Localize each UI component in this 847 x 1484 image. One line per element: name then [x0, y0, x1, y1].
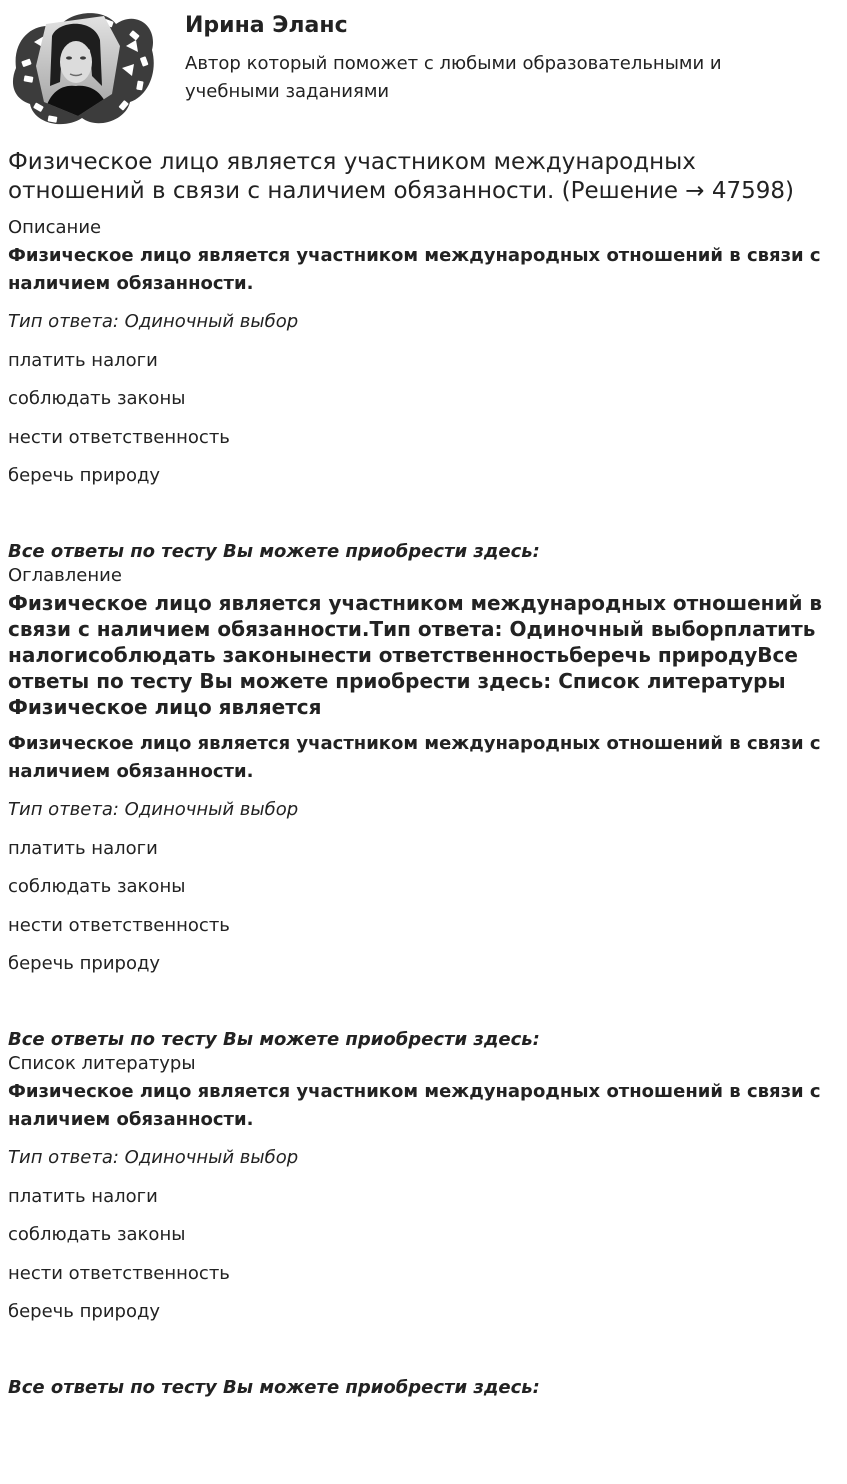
- section-label-toc: Оглавление: [8, 565, 122, 586]
- author-name[interactable]: Ирина Эланс: [185, 13, 348, 38]
- answer-option: соблюдать законы: [8, 388, 186, 409]
- answer-type: Тип ответа: Одиночный выбор: [8, 799, 299, 820]
- answer-options: [8, 837, 839, 977]
- author-avatar[interactable]: [8, 6, 156, 128]
- answer-option: нести ответственность: [8, 1262, 230, 1284]
- answer-option: платить налоги: [8, 837, 158, 859]
- answer-options: [8, 1185, 839, 1325]
- answer-options: [8, 349, 839, 489]
- page-title: Физическое лицо является участником международных отношений в связи с наличием обязанности. (Решение → 47598): [8, 149, 795, 204]
- answer-type: Тип ответа: Одиночный выбор: [8, 311, 299, 332]
- answer-option: беречь природу: [8, 953, 161, 974]
- answer-option: нести ответственность: [8, 914, 230, 936]
- answer-option: платить налоги: [8, 1185, 158, 1207]
- answer-option: беречь природу: [8, 1301, 161, 1322]
- author-description: Автор который поможет с любыми образовательными и учебными заданиями: [185, 53, 722, 102]
- author-header: [8, 0, 839, 130]
- answer-option: нести ответственность: [8, 426, 230, 448]
- question-text: Физическое лицо является участником международных отношений в связи с наличием обязанности.: [8, 1081, 821, 1130]
- section-label-bibliography: Список литературы: [8, 1053, 196, 1074]
- toc-text: Физическое лицо является участником международных отношений в связи с наличием обязанности.Тип ответа: Одиночный выборплатить налогисоблюдать законынести ответственностьберечь природуВсе ответы по тесту Вы можете приобрести здесь: Список литературы Физическое лицо является: [8, 591, 823, 719]
- toc-section: [8, 564, 839, 1052]
- buy-answers-note: Все ответы по тесту Вы можете приобрести здесь:: [8, 541, 540, 562]
- buy-answers-note: Все ответы по тесту Вы можете приобрести здесь:: [8, 1029, 540, 1050]
- answer-option: соблюдать законы: [8, 1224, 186, 1245]
- answer-option: соблюдать законы: [8, 876, 186, 897]
- section-label-description: Описание: [8, 217, 102, 238]
- description-section: [8, 216, 839, 564]
- answer-option: платить налоги: [8, 349, 158, 371]
- answer-type: Тип ответа: Одиночный выбор: [8, 1147, 299, 1168]
- buy-answers-note: Все ответы по тесту Вы можете приобрести здесь:: [8, 1377, 540, 1398]
- question-text: Физическое лицо является участником международных отношений в связи с наличием обязанности.: [8, 733, 821, 782]
- question-text: Физическое лицо является участником международных отношений в связи с наличием обязанности.: [8, 245, 821, 294]
- bibliography-section: [8, 1052, 839, 1400]
- answer-option: беречь природу: [8, 465, 161, 486]
